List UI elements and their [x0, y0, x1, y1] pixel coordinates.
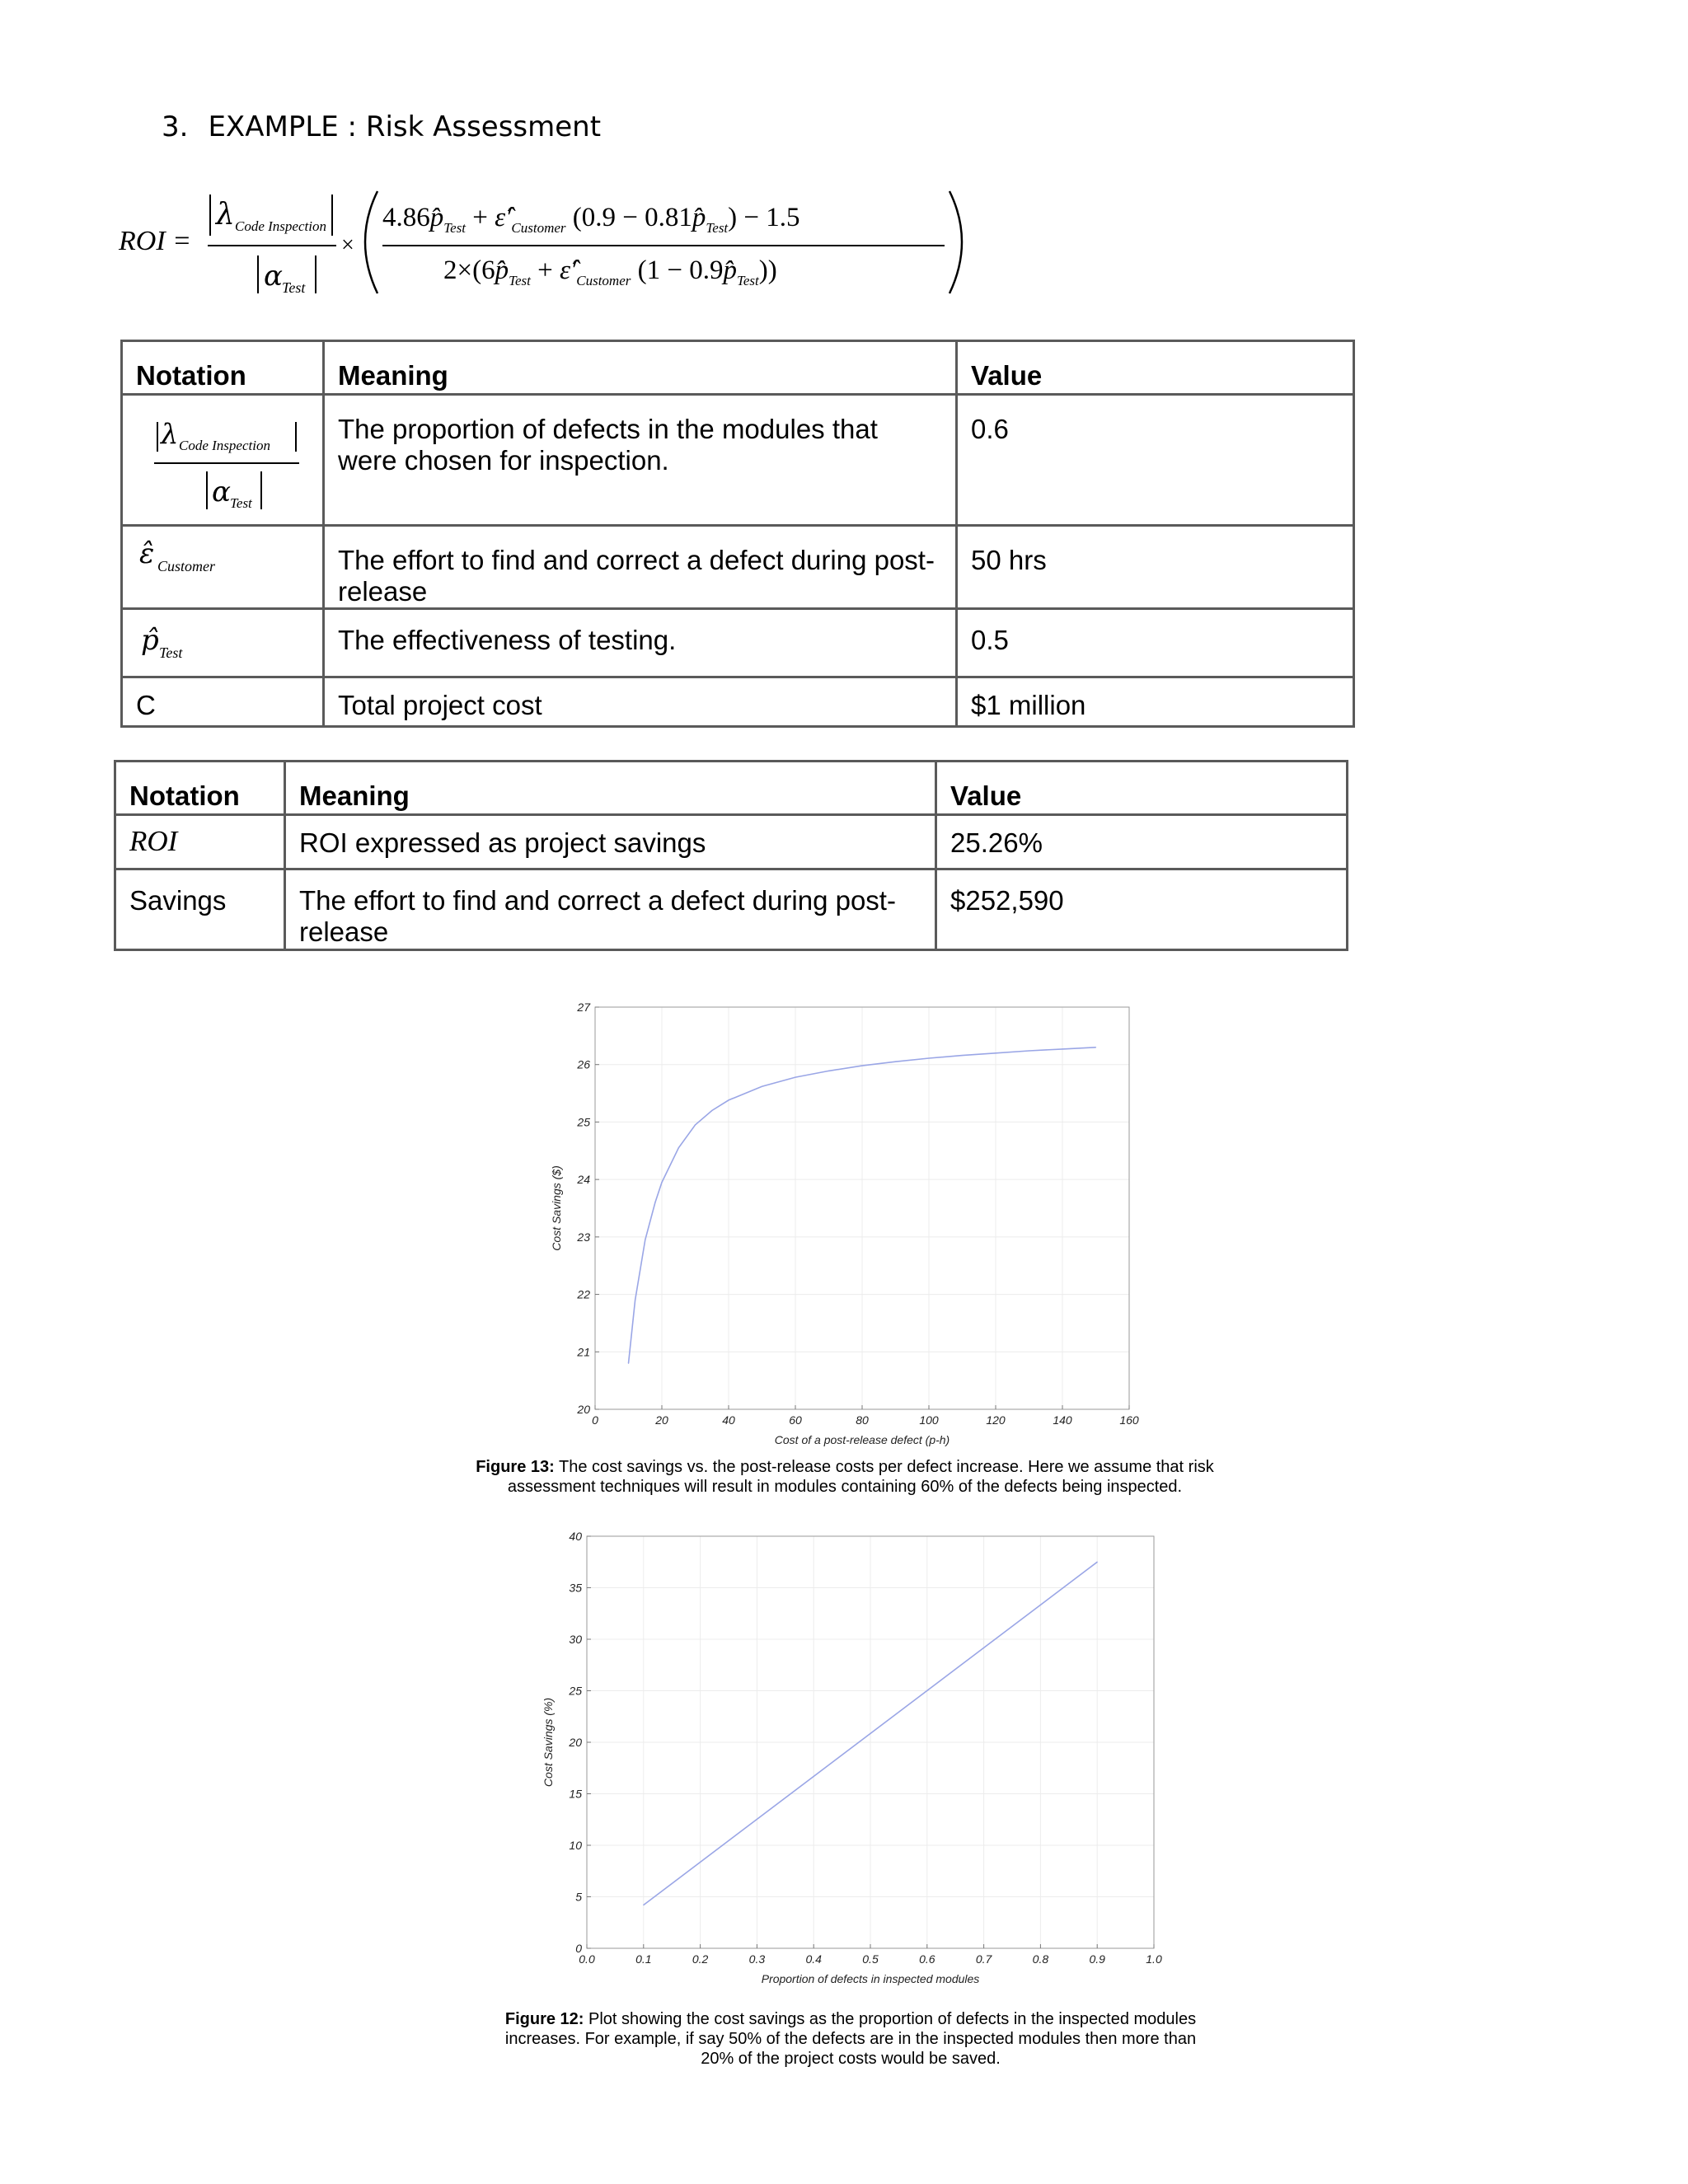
p-test-symbol	[136, 610, 309, 669]
results-table	[114, 760, 1348, 951]
y-tick-label: 30	[569, 1633, 582, 1646]
x-tick-label: 140	[1053, 1413, 1072, 1427]
table-row	[115, 869, 1348, 950]
y-axis-label: Cost Savings ($)	[550, 1165, 563, 1251]
chart-cost-savings-vs-proportion	[528, 1523, 1179, 2001]
notation-cell: ROI	[129, 825, 178, 857]
figure-12-text: Plot showing the cost savings as the proportion of defects in the inspected modules increases. For example, if say 50% of the defects are in the inspected modules then more than 20% of the project costs would be saved.	[504, 2010, 1197, 2068]
svg-text:×: ×	[341, 232, 354, 258]
roi-formula	[115, 180, 981, 303]
notation-cell: Savings	[129, 885, 227, 916]
svg-text:Test: Test	[159, 644, 183, 661]
value-cell: $1 million	[971, 690, 1086, 720]
meaning-cell: Total project cost	[338, 690, 542, 720]
x-tick-label: 120	[986, 1413, 1006, 1427]
data-point	[678, 1147, 679, 1148]
x-tick-label: 1.0	[1146, 1952, 1162, 1966]
table-row	[122, 677, 1354, 727]
table-header-row	[122, 341, 1354, 395]
y-tick-label: 40	[569, 1530, 582, 1543]
y-tick-label: 23	[577, 1230, 590, 1244]
figure-12-caption	[488, 2009, 1213, 2069]
table-header-row	[115, 762, 1348, 815]
data-point	[962, 1055, 963, 1056]
meaning-cell: The effectiveness of testing.	[338, 625, 677, 655]
svg-text:2×(6p̂Test + ε̂′Customer (1 −: $2\times(6p̂_{Test}$ + $\varepsilon̂'_{Customer}$ $(1 - 0.9p̂_{Test})$)	[443, 255, 777, 288]
table-row	[122, 395, 1354, 526]
x-tick-label: 0.2	[692, 1952, 709, 1966]
header-notation: Notation	[115, 762, 285, 815]
y-tick-label: 35	[569, 1581, 582, 1595]
value-cell: 0.5	[971, 625, 1009, 655]
section-heading	[162, 110, 621, 143]
y-tick-label: 5	[575, 1890, 582, 1904]
meaning-cell: The proportion of defects in the modules that were chosen for inspection.	[338, 414, 878, 476]
y-tick-label: 10	[569, 1839, 582, 1852]
notation-p-test	[122, 609, 324, 677]
y-tick-label: 20	[577, 1403, 590, 1416]
x-tick-label: 0.9	[1089, 1952, 1105, 1966]
y-tick-label: 26	[577, 1057, 590, 1071]
x-axis-label: Proportion of defects in inspected modules	[761, 1972, 980, 1985]
y-tick-label: 0	[575, 1942, 582, 1955]
header-meaning: Meaning	[285, 762, 936, 815]
y-tick-label: 21	[577, 1345, 590, 1359]
y-tick-label: 25	[577, 1115, 590, 1129]
data-point	[1097, 1562, 1098, 1563]
value-cell: 0.6	[971, 414, 1009, 444]
svg-text:Test: Test	[230, 495, 252, 511]
svg-text:Customer: Customer	[157, 558, 216, 574]
x-tick-label: 0.0	[579, 1952, 595, 1966]
svg-text:4.86p̂Test + ε̂′Customer (0.9: $4.86p̂_{Test}$ + $\varepsilon̂'_{Customer}$ $(0.9 - 0.81p̂_{Test}) - 1.5$	[382, 203, 800, 236]
x-tick-label: 100	[919, 1413, 939, 1427]
y-tick-label: 22	[577, 1287, 590, 1301]
notation-table	[120, 340, 1355, 728]
y-axis-label: Cost Savings (%)	[542, 1697, 555, 1788]
table-row	[122, 609, 1354, 677]
x-tick-label: 0.6	[919, 1952, 935, 1966]
y-tick-label: 20	[569, 1736, 582, 1749]
section-number: 3.	[162, 110, 189, 143]
epsilon-customer-symbol	[136, 527, 309, 584]
y-tick-label: 15	[569, 1787, 582, 1801]
notation-epsilon-customer	[122, 526, 324, 609]
x-tick-label: 0	[592, 1413, 598, 1427]
table-row	[115, 815, 1348, 869]
meaning-cell: ROI expressed as project savings	[299, 827, 706, 858]
svg-text:λ: λ	[216, 198, 235, 232]
x-tick-label: 80	[856, 1413, 869, 1427]
value-cell: $252,590	[950, 885, 1064, 916]
data-point	[628, 1363, 629, 1364]
svg-text:Code Inspection: Code Inspection	[179, 438, 270, 453]
figure-13-caption	[470, 1457, 1220, 1497]
svg-text:ε̂: ε̂	[139, 537, 155, 570]
lambda-ratio-symbol	[136, 396, 309, 518]
notation-lambda-ratio	[122, 395, 324, 526]
x-tick-label: 0.8	[1032, 1952, 1049, 1966]
data-point	[995, 1052, 996, 1053]
meaning-cell: The effort to find and correct a defect during post-release	[338, 545, 935, 607]
notation-cell: C	[136, 690, 156, 720]
svg-text:α: α	[264, 260, 283, 293]
value-cell: 50 hrs	[971, 545, 1047, 575]
x-tick-label: 0.3	[748, 1952, 766, 1966]
y-tick-label: 25	[569, 1684, 582, 1698]
header-notation: Notation	[122, 341, 324, 395]
x-tick-label: 20	[655, 1413, 668, 1427]
svg-text:λ: λ	[161, 418, 179, 451]
data-point	[661, 1182, 662, 1183]
header-value: Value	[936, 762, 1348, 815]
meaning-cell: The effort to find and correct a defect during post-release	[299, 885, 896, 947]
x-tick-label: 0.1	[635, 1952, 652, 1966]
formula-lambda-sub: Code Inspection	[235, 218, 326, 234]
chart-cost-savings-vs-defect-cost	[528, 997, 1154, 1451]
header-meaning: Meaning	[324, 341, 957, 395]
table-row	[122, 526, 1354, 609]
x-tick-label: 0.7	[975, 1952, 992, 1966]
data-point	[728, 1099, 729, 1100]
x-tick-label: 0.5	[862, 1952, 879, 1966]
svg-text:p̂: p̂	[141, 624, 159, 657]
value-cell: 25.26%	[950, 827, 1043, 858]
data-point	[928, 1057, 929, 1058]
formula-alpha-sub: Test	[282, 279, 306, 296]
header-value: Value	[957, 341, 1354, 395]
x-tick-label: 60	[789, 1413, 802, 1427]
x-tick-label: 40	[722, 1413, 735, 1427]
x-tick-label: 0.4	[805, 1952, 822, 1966]
y-tick-label: 24	[577, 1173, 590, 1187]
x-axis-label: Cost of a post-release defect (p-h)	[774, 1433, 950, 1446]
y-tick-label: 27	[577, 1001, 590, 1014]
figure-13-label: Figure 13:	[476, 1458, 555, 1476]
data-point	[711, 1110, 712, 1111]
section-title: EXAMPLE : Risk Assessment	[208, 110, 602, 143]
data-point	[695, 1124, 696, 1125]
formula-lhs: ROI =	[119, 226, 192, 256]
figure-12-label: Figure 12:	[504, 2010, 584, 2028]
figure-13-text: The cost savings vs. the post-release costs per defect increase. Here we assume that risk assessment techniques will result in modules containing 60% of the defects being inspected.	[507, 1458, 1214, 1496]
svg-text:α: α	[212, 476, 231, 509]
x-tick-label: 160	[1119, 1413, 1139, 1427]
